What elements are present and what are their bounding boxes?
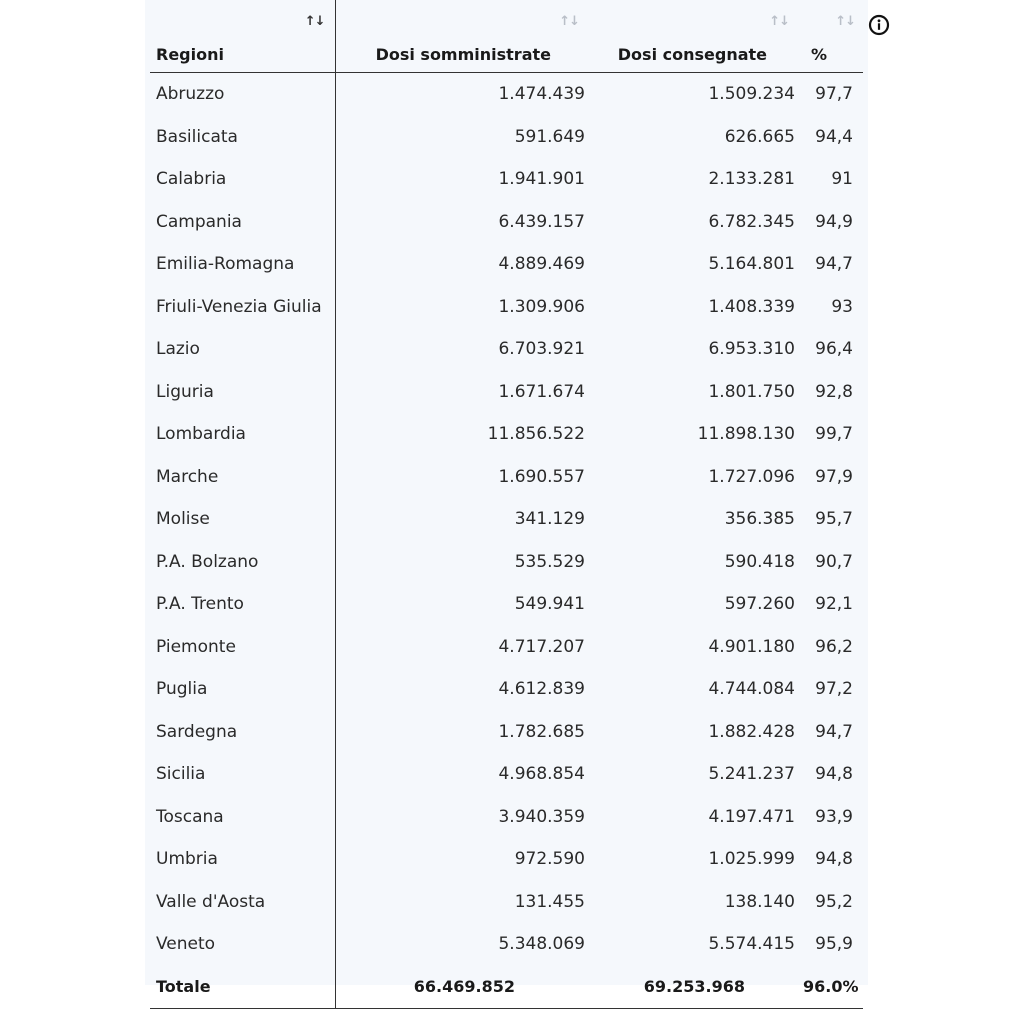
cell-percent: 99,7 [815,424,853,445]
table-row [150,371,863,414]
table-row [150,838,863,881]
cell-dosi-consegnate: 6.953.310 [708,339,795,360]
cell-percent: 92,8 [815,381,853,402]
column-header-dosi-consegnate[interactable] [587,0,797,73]
cell-dosi-somministrate: 4.717.207 [498,636,585,657]
cell-dosi-somministrate: 6.439.157 [498,211,585,232]
cell-regione: Lombardia [150,413,335,456]
cell-dosi-somministrate: 972.590 [514,849,585,870]
table-row [150,328,863,371]
table-row [150,243,863,286]
cell-regione: Emilia-Romagna [150,243,335,286]
column-header-label: Dosi somministrate [375,45,551,64]
cell-dosi-consegnate: 356.385 [724,509,795,530]
cell-regione: Lazio [150,328,335,371]
cell-percent: 91 [831,169,853,190]
cell-percent: 95,9 [815,934,853,955]
column-header-label: % [811,45,828,64]
table-row [150,626,863,669]
cell-percent: 94,7 [815,254,853,275]
column-header-label: Dosi consegnate [617,45,767,64]
cell-dosi-consegnate: 5.574.415 [708,934,795,955]
table-total-row [150,966,863,1009]
cell-dosi-somministrate: 341.129 [514,509,585,530]
table-row [150,711,863,754]
cell-percent: 94,8 [815,849,853,870]
cell-percent: 94,9 [815,211,853,232]
cell-percent: 96,2 [815,636,853,657]
cell-percent: 95,2 [815,891,853,912]
cell-regione: Umbria [150,838,335,881]
cell-dosi-somministrate: 535.529 [514,551,585,572]
cell-regione: Sardegna [150,711,335,754]
cell-dosi-consegnate: 1.882.428 [708,721,795,742]
column-header-dosi-somministrate[interactable] [335,0,587,73]
cell-percent: 94,4 [815,126,853,147]
cell-regione: Friuli-Venezia Giulia [150,286,335,329]
table-row [150,541,863,584]
cell-dosi-somministrate: 4.612.839 [498,679,585,700]
cell-dosi-consegnate: 4.197.471 [708,806,795,827]
cell-dosi-consegnate: 138.140 [724,891,795,912]
total-dosi-somministrate: 66.469.852 [335,966,587,1009]
sort-arrows-icon[interactable]: ↑↓ [304,14,325,29]
cell-dosi-somministrate: 131.455 [514,891,585,912]
table-body [150,73,863,966]
cell-dosi-consegnate: 1.801.750 [708,381,795,402]
cell-regione: P.A. Bolzano [150,541,335,584]
table-row [150,201,863,244]
info-icon[interactable] [868,14,890,36]
cell-regione: Valle d'Aosta [150,881,335,924]
cell-dosi-somministrate: 1.671.674 [498,381,585,402]
cell-dosi-somministrate: 3.940.359 [498,806,585,827]
cell-regione: Marche [150,456,335,499]
cell-percent: 96,4 [815,339,853,360]
cell-dosi-consegnate: 6.782.345 [708,211,795,232]
cell-dosi-consegnate: 5.164.801 [708,254,795,275]
cell-dosi-consegnate: 4.901.180 [708,636,795,657]
cell-dosi-somministrate: 4.889.469 [498,254,585,275]
cell-dosi-somministrate: 1.941.901 [498,169,585,190]
cell-dosi-consegnate: 1.509.234 [708,84,795,105]
cell-percent: 95,7 [815,509,853,530]
cell-regione: Liguria [150,371,335,414]
table-row [150,413,863,456]
cell-dosi-consegnate: 11.898.130 [697,424,795,445]
cell-dosi-somministrate: 1.309.906 [498,296,585,317]
table-row [150,456,863,499]
cell-dosi-somministrate: 549.941 [514,594,585,615]
sort-arrows-icon[interactable]: ↑↓ [835,14,855,29]
table-row [150,796,863,839]
total-dosi-consegnate: 69.253.968 [587,966,797,1009]
table-row [150,753,863,796]
cell-regione: Molise [150,498,335,541]
cell-dosi-somministrate: 6.703.921 [498,339,585,360]
table-row [150,923,863,966]
cell-regione: Veneto [150,923,335,966]
cell-dosi-consegnate: 1.408.339 [708,296,795,317]
table-row [150,116,863,159]
cell-dosi-somministrate: 1.782.685 [498,721,585,742]
table-row [150,583,863,626]
total-label: Totale [150,966,335,1009]
cell-dosi-consegnate: 5.241.237 [708,764,795,785]
cell-regione: Basilicata [150,116,335,159]
sort-arrows-icon[interactable]: ↑↓ [559,14,579,29]
cell-dosi-consegnate: 626.665 [724,126,795,147]
cell-regione: P.A. Trento [150,583,335,626]
cell-dosi-consegnate: 2.133.281 [708,169,795,190]
cell-dosi-somministrate: 1.474.439 [498,84,585,105]
cell-percent: 94,7 [815,721,853,742]
cell-percent: 93 [831,296,853,317]
table-row [150,158,863,201]
table-row [150,668,863,711]
cell-regione: Calabria [150,158,335,201]
total-percent: 96.0% [797,966,863,1009]
cell-dosi-consegnate: 1.025.999 [708,849,795,870]
cell-regione: Piemonte [150,626,335,669]
cell-dosi-consegnate: 590.418 [724,551,795,572]
cell-percent: 90,7 [815,551,853,572]
cell-dosi-somministrate: 5.348.069 [498,934,585,955]
table-row [150,73,863,116]
cell-dosi-somministrate: 4.968.854 [498,764,585,785]
cell-percent: 97,2 [815,679,853,700]
column-header-regioni[interactable] [150,0,335,73]
cell-regione: Toscana [150,796,335,839]
cell-percent: 92,1 [815,594,853,615]
sort-arrows-icon[interactable]: ↑↓ [769,14,789,29]
column-header-label: Regioni [156,45,224,64]
cell-dosi-somministrate: 1.690.557 [498,466,585,487]
cell-percent: 94,8 [815,764,853,785]
cell-dosi-consegnate: 1.727.096 [708,466,795,487]
vaccine-doses-table [150,0,863,1009]
cell-percent: 97,9 [815,466,853,487]
table-row [150,286,863,329]
cell-dosi-consegnate: 597.260 [724,594,795,615]
cell-regione: Campania [150,201,335,244]
cell-regione: Abruzzo [150,73,335,116]
cell-dosi-consegnate: 4.744.084 [708,679,795,700]
table-header-row [150,0,863,73]
cell-percent: 97,7 [815,84,853,105]
cell-dosi-somministrate: 591.649 [514,126,585,147]
cell-percent: 93,9 [815,806,853,827]
cell-regione: Sicilia [150,753,335,796]
cell-regione: Puglia [150,668,335,711]
cell-dosi-somministrate: 11.856.522 [487,424,585,445]
column-header-percent[interactable] [797,0,863,73]
table-row [150,881,863,924]
table-row [150,498,863,541]
